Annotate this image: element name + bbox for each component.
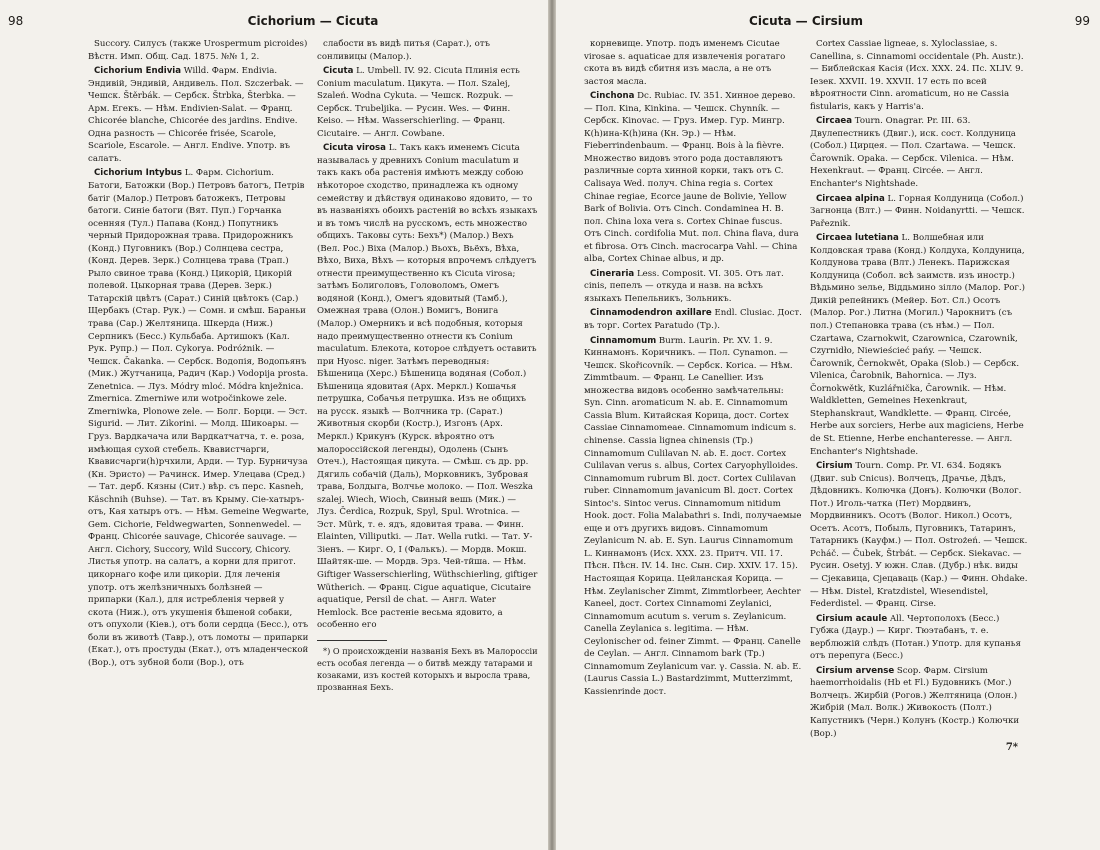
entry-headword: Cirsium acaule [816,613,888,624]
entry-text: Scop. Фарм. Cirsium haemorrhoidalis (Hb et Fl.) Будовникъ (Мог.) Волчецъ. Жирбій (Рогов.) Желтяница (Олон.) Жибрій (Мал. Волк.) Живокость (Полт.) Капустникъ (Черн.) Колунъ (Костр.) Колючки (Вор.) [810,665,1020,739]
entry-text: Tourn. Comp. Pr. VI. 634. Бодякъ (Двиг. sub Cnicus). Волчецъ, Драчье, Дѣдъ, Дѣдовникъ. Колючка (Донъ). Колючки (Волог. Пот.) Иголь-чатка (Пет) Мордвинъ, Мордвинникъ. Осотъ (Волог. Никол.) Осотъ, Осетъ. Асотъ, Побыль, Пуговникъ, Татаринъ, Татарникъ (Кауфм.) — Пол. Ostrożeń. — Чешск. Pcháč. — Čubek, Štrbát. — Сербск. Siekavac. — Русин. Osetyj. У южн. Слав. (Дубр.) нѣк. виды — Сjекавица, Сjецаваць (Кар.) — Финн. Ohdake. — Нѣм. Distel, Kratzdistel, Wiesendistel, Federdistel. — Франц. Cirse. [810,461,1028,610]
dictionary-entry [810,613,1028,663]
dictionary-entry [584,307,802,332]
entry-text: Willd. Фарм. Endivia. Эндивій, Эндивій, Андивель. Пол. Szczerbak. — Чешск. Štěrbák. — Сербск. Štrbka, Šterbka. — Арм. Егекъ. — Нѣм. Endivien-Salat. — Франц. Chicorée blanche, Chicorée des jardins. Endive. Одна разность — Chicorée frisée, Scarole, Scariole, Escarole. — Англ. Endive. Употр. въ салатъ. [88,66,304,164]
dictionary-entry [810,115,1028,190]
dictionary-entry [584,90,802,266]
entry-text: L. Такъ какъ именемъ Cicuta называлась у древнихъ Conium maculatum и такъ какъ оба растенія имѣютъ между собою нѣкоторое сходство, принадлежа къ одному семейству и дѣйствуя одинаково ядовито, — то въ названіяхъ обоихъ растеній во всѣхъ языкахъ и въ томъ числѣ на русскомъ, есть множество общихъ. Таковы суть: Бехъ*) (Малор.) Вехъ (Вел. Рос.) Віха (Малор.) Вьохъ, Вьёхъ, Вѣха, Вѣхо, Виха, Вѣхъ — которыя впрочемъ слѣдуетъ отнести преимущественно къ Cicuta virosa; затѣмъ Болиголовъ, Головоломъ, Омегъ водяной (Конд.), Омегъ ядовитый (Тамб.), Омежная трава (Олон.) Вомигъ, Вонига (Малор.) Омерникъ и всѣ подобныя, которыя надо преимущественно отнести къ Conium maculatum. Блекота, которое слѣдуетъ оставить при Hyosc. niger. Затѣмъ переводныя: Бѣшеница (Херс.) Бѣшеница водяная (Собол.) Бѣшеница ядовитая (Арх. Меркл.) Кошачья петрушка, Собачья петрушка. Изъ не общихъ на русск. языкѣ — Волчника тр. (Сарат.) Животныя скорби (Костр.), Изгонъ (Арх. Меркл.) Крикунъ (Курск. вѣроятно отъ малороссійской легенды), Одолень (Сынъ Отеч.), Настоящая цикута. — Смѣш. съ др. рр. Дягиль собачій (Даль), Морковникъ, Зубровая трава, Болдыга, Волчье молоко. — Пол. Weszka szalej. Wiech, Wioch, Свиный вешь (Мик.) — Луз. Čerdica, Rozpuk, Spyl, Spul. Wrotnica. — Эст. Mürk, т. е. ядъ, ядовитая трава. — Финн. Elainten, Villiputki. — Лат. Wella rutki. — Тат. У-Зіенъ. — Кирг. О, I (Фалькъ). — Мордв. Мокш. Шайтяк-ше. — Мордв. Эрз. Чей-тйша. — Нѣм. Giftiger Wasserschierling, Wüthschierling, giftiger Wütherich. — Франц. Cigue aquatique, Cicutaire aquatique, Persil de chat. — Англ. Water Hemlock. Все растеніе весьма ядовито, а особенно его [317,143,538,631]
right-column-2 [810,38,1028,755]
dictionary-entry [810,460,1028,611]
entry-headword: Cinchona [590,91,635,102]
dictionary-entry [584,335,802,699]
signature-mark: 7* [1005,742,1018,754]
dictionary-entry [584,38,802,88]
entry-text: корневище. Употр. подъ именемъ Cicutae virosae s. aquaticae для извлеченія рогатаго скота въ видѣ сбитня изъ масла, а не отъ застоя масла. [584,39,786,87]
entry-text: Burm. Laurin. Pr. XV. 1. 9. Киннамонъ. Коричникъ. — Пол. Cynamon. — Чешск. Skořicovník. — Сербск. Korica. — Нѣм. Zimmtbaum. — Франц. Le Canellier. Изъ множества видовъ особенно замѣчательны: Syn. Cinn. aromaticum N. ab. E. Cinnamomum Cassia Blum. Китайская Корица, дост. Cortex Cassiae Cinnamomeae. Cinnamomum indicum s. chinense. Cassia lignea chinensis (Тр.) Cinnamomum Culilavan N. ab. E. дост. Cortex Culilavan verus s. albus, Cortex Caryophylloides. Cinnamomum rubrum Bl. дост. Cortex Culilavan ruber. Cinnamomum javanicum Bl. дост. Cortex Sintoc's. Sintoc verus. Cinnamomum nitidum Hook. дост. Folia Malabathri s. Indi, получаемые еще и отъ другихъ видовъ. Cinnamomum Zeylanicum N. ab. E. Syn. Laurus Cinnamomum L. Киннамонъ (Исх. XXX. 23. Притч. VII. 17. Пѣсн. Пѣсн. IV. 14. Інс. Сын. Сир. XXIV. 17. 15). Настоящая Корица. Цейланская Корица. — Нѣм. Zeylanischer Zimmt, Zimmtlorbeer, Aechter Kaneel, дост. Cortex Cinnamomi Zeylanici, Cinnamomum acutum s. verum s. Zeylanicum. Canella Zeylanica s. legitima. — Нѣм. Ceylonischer od. feiner Zimmt. — Франц. Canelle de Ceylan. — Англ. Cinnamom bark (Тр.) Cinnamomum Zeylanicum var. γ. Cassia. N. ab. E. (Laurus Cassia L.) Bastardzimmt, Mutterzimmt, Kassienrinde дост. [584,335,802,697]
left-column-1 [88,38,309,693]
entry-text: Cortex Cassiae ligneae, s. Xyloclassiae, s. Canellina, s. Cinnamomi occidentale (Ph. Austr.). — Библейская Касія (Исх. XXX. 24. Пс. XLIV. 9. Іезек. XXVII. 19. XXVII. 17 есть по всей вѣроятности Cinn. aromaticum, но не Cassia fistularis, какъ у Harris'а. [810,39,1024,112]
entry-text: Succory. Силусъ (также Urospermum picroides) Вѣстн. Имп. Общ. Сад. 1875. №№ 1, 2. [88,39,308,62]
book-gutter [548,0,556,850]
entry-text: L. Волшебная или Колдовская трава (Конд.) Колдуха, Колдуница, Колдунова трава (Влт.) Ленекъ. Парижская Колдуница (Собол. всѣ заимств. изъ иностр.) Вѣдьмино зелье, Віддьмино зілло (Малор. Рог.) Дикій репейникъ (Мейер. Бот. Сл.) Осотъ (Малор. Рог.) Литна (Могил.) Чарокнитъ (съ пол.) Степановка трава (съ нѣм.) — Пол. Czartawa, Czarnokwit, Czarownica, Czarownik, Czyrnidło, Niewieścieć pańy. — Чешск. Čarownik, Černokwět, Opaka (Slob.) — Сербск. Vilenica, Čarobnik, Bahornica. — Луз. Čornokwětk, Kuzlářnička, Čarownik. — Нѣм. Waldkletten, Gemeines Hexenkraut, Stephanskraut, Wandklette. — Франц. Circée, Herbe aux sorciers, Herbe aux magiciens, Herbe de St. Etienne, Herbe enchanteresse. — Англ. Enchanter's Nightshade. [810,233,1026,457]
entry-headword: Cinnamomum [590,335,657,346]
entry-text: All. Чертополохъ (Бесс.) Губжа (Даур.) — Кирг. Тюэтабанъ, т. е. верблюжій слѣдъ (Потан.) Употр. для купанья отъ перепуга (Бесс.) [810,613,1021,662]
entry-text: Less. Composit. VI. 305. Отъ лат. cinis, пепелъ — откуда и назв. на всѣхъ языкахъ Пепельникъ, Зольникъ. [584,268,784,304]
footnote: *) О происхожденіи названія Бехъ въ Малороссіи есть особая легенда — о битвѣ между татарами и козаками, изъ костей которыхъ и выросла трава, прозванная Бехъ. [317,645,538,692]
right-column-1 [584,38,802,755]
page-number: 98 [8,14,24,28]
entry-headword: Circaea [816,116,853,127]
left-page [0,0,548,850]
entry-headword: Circaea lutetiana [816,233,899,244]
dictionary-entry [88,38,309,63]
running-head-title: Cicuta — Cirsium [749,14,863,28]
dictionary-entry [584,268,802,306]
dictionary-entry [88,65,309,165]
running-head [584,14,1090,34]
entry-headword: Cineraria [590,268,635,279]
entry-headword: Cirsium [816,461,853,472]
entry-headword: Cirsium arvense [816,665,895,676]
entry-headword: Cichorium Intybus [94,168,183,179]
dictionary-entry [810,232,1028,458]
entry-headword: Cicuta [323,66,354,77]
entry-text: слабости въ видѣ питья (Сарат.), отъ сонливицы (Малор.). [317,39,490,62]
entry-text: L. Горная Колдуница (Собол.) Загнонца (Влт.) — Финн. Noidanyrtti. — Чешск. Pařeznik. [810,193,1025,229]
dictionary-entry [810,193,1028,231]
page-number: 99 [1074,14,1090,28]
entry-text: L. Фарм. Cichorium. Батоги, Батожки (Вор.) Петровъ батогъ, Петрів батіг (Малор.) Петровъ батожекъ, Петровы батоги. Синіе батоги (Вят. Пуп.) Горчанка осенняя (Тул.) Папава (Конд.) Попутникъ черный Придорожная трава. Придорожникъ (Конд.) Пуговникъ (Вор.) Солнцева сестра, (Конд. Дерев. Зерк.) Солнцева трава (Трап.) Рыло свиное трава (Конд.) Цикорій, Цикорій полевой. Цыкорная трава (Дерев. Зерк.) Татарскій цвѣтъ (Сарат.) Синій цвѣтокъ (Сар.) Щербакъ (Стар. Рук.) — Сомн. и смѣш. Бараньи трава (Сар.) Желтяница. Шкерда (Ниж.) Серпникъ (Бесс.) Кульбаба. Артишокъ (Кал. Рук. Рупр.) — Пол. Cykorya. Podróżnik. — Чешск. Čakanka. — Сербск. Водопія, Водопьянъ (Мик.) Жутчаница, Радич (Кар.) Vodopija prosta. Zenetnica. — Луз. Módry mloć. Módra knježnica. Zmernica. Zmerniwe или wotpočinkowe zele. Zmerniwka, Plonowe zele. — Болг. Борци. — Эст. Sigurid. — Лит. Zikorini. — Молд. Шикоары. — Груз. Вардкачача или Вардкатчатча, т. е. роза, имѣющая сухой стебель. Квавистчарги, Квависчарги(h)рчхили, Арди. — Тур. Бурничуза (Кн. Эристо) — Рачинск. Имер. Улецава (Сред.) — Тат. дерб. Кязны (Сит.) вѣр. съ перс. Kasneh, Käschnih (Buhse). — Тат. въ Крыму. Сіе-хатыръ-отъ, Кая хатыръ отъ. — Нѣм. Gemeine Wegwarte, Gem. Cichorie, Feldwegwarten, Sonnenwedel. — Франц. Chicorée sauvage, Chicorée sauvage. — Англ. Cichory, Succory, Wild Succory, Chicory. Листья употр. на салатъ, а корни для пригот. цикорнаго кофе или цикоріи. Для леченія употр. отъ желѣзничныхъ болѣзней — припарки (Кал.), для истребленія червей у скота (Ниж.), отъ укушенія бѣшеной собаки, отъ опухоли (Кіев.), отъ боли сердца (Бесс.), отъ боли въ животѣ (Тавр.), отъ ломоты — припарки (Екат.), отъ простуды (Екат.), отъ младенческой (Вор.), отъ зубной боли (Вор.), отъ [88,168,309,668]
dictionary-entry [317,65,538,140]
entry-text: Endl. Clusiac. Дост. въ торг. Cortex Paratudo (Тр.). [584,308,802,332]
entry-headword: Cinnamodendron axillare [590,308,712,319]
entry-headword: Cichorium Endivia [94,66,182,77]
dictionary-entry [317,38,538,63]
running-head [8,14,538,34]
dictionary-entry [810,665,1028,740]
dictionary-entry [317,142,538,631]
entry-text: L. Umbell. IV. 92. Cicuta Плинія есть Conium maculatum. Цикута. — Пол. Szalej, Szaleń. Wodna Cykuta. — Чешск. Rozpuk. — Сербск. Trubeljika. — Русин. Wes. — Финн. Keiso. — Нѣм. Wasserschierling. — Франц. Cicutaire. — Англ. Cowbane. [317,66,520,139]
entry-text: Tourn. Onagrar. Pr. III. 63. Двулепестникъ (Двиг.), иск. сост. Колдуница (Собол.) Цирцея. — Пол. Czartawa. — Чешск. Čarownik. Opaka. — Сербск. Vilenica. — Нѣм. Hexenkraut. — Франц. Circée. — Англ. Enchanter's Nightshade. [810,116,1016,190]
right-page [556,0,1100,850]
entry-headword: Cicuta virosa [323,143,386,154]
running-head-title: Cichorium — Cicuta [247,14,379,28]
entry-text: Dc. Rubiac. IV. 351. Хинное дерево. — Пол. Kina, Kinkina. — Чешск. Chynník. — Сербск. Kinovac. — Груз. Имер. Гур. Мингр. К(h)ина-К(h)ина (Кн. Эр.) — Нѣм. Fieberrindenbaum. — Франц. Bois à la fièvre. Множество видовъ этого рода доставляютъ различные сорта хинной корки, такъ отъ C. Calisaya Wed. получ. China regia s. Cortex Chinae regiae, Ecorce jaune de Bolivie, Yellow Bark of Bolivia. Отъ Cinch. Condaminea H. B. пол. China loxa vera s. Cortex Chinae fuscus. Отъ Cinch. cordifolia Mut. пол. China flava, dura et fibrosa. Отъ Cinch. macrocarpa Vahl. — China alba, Cortex Chinae albus, и др. [584,91,799,265]
left-column-2 [317,38,538,693]
dictionary-entry [88,167,309,669]
entry-headword: Circaea alpina [816,193,885,204]
dictionary-entry [810,38,1028,113]
footnote-rule [317,640,387,641]
